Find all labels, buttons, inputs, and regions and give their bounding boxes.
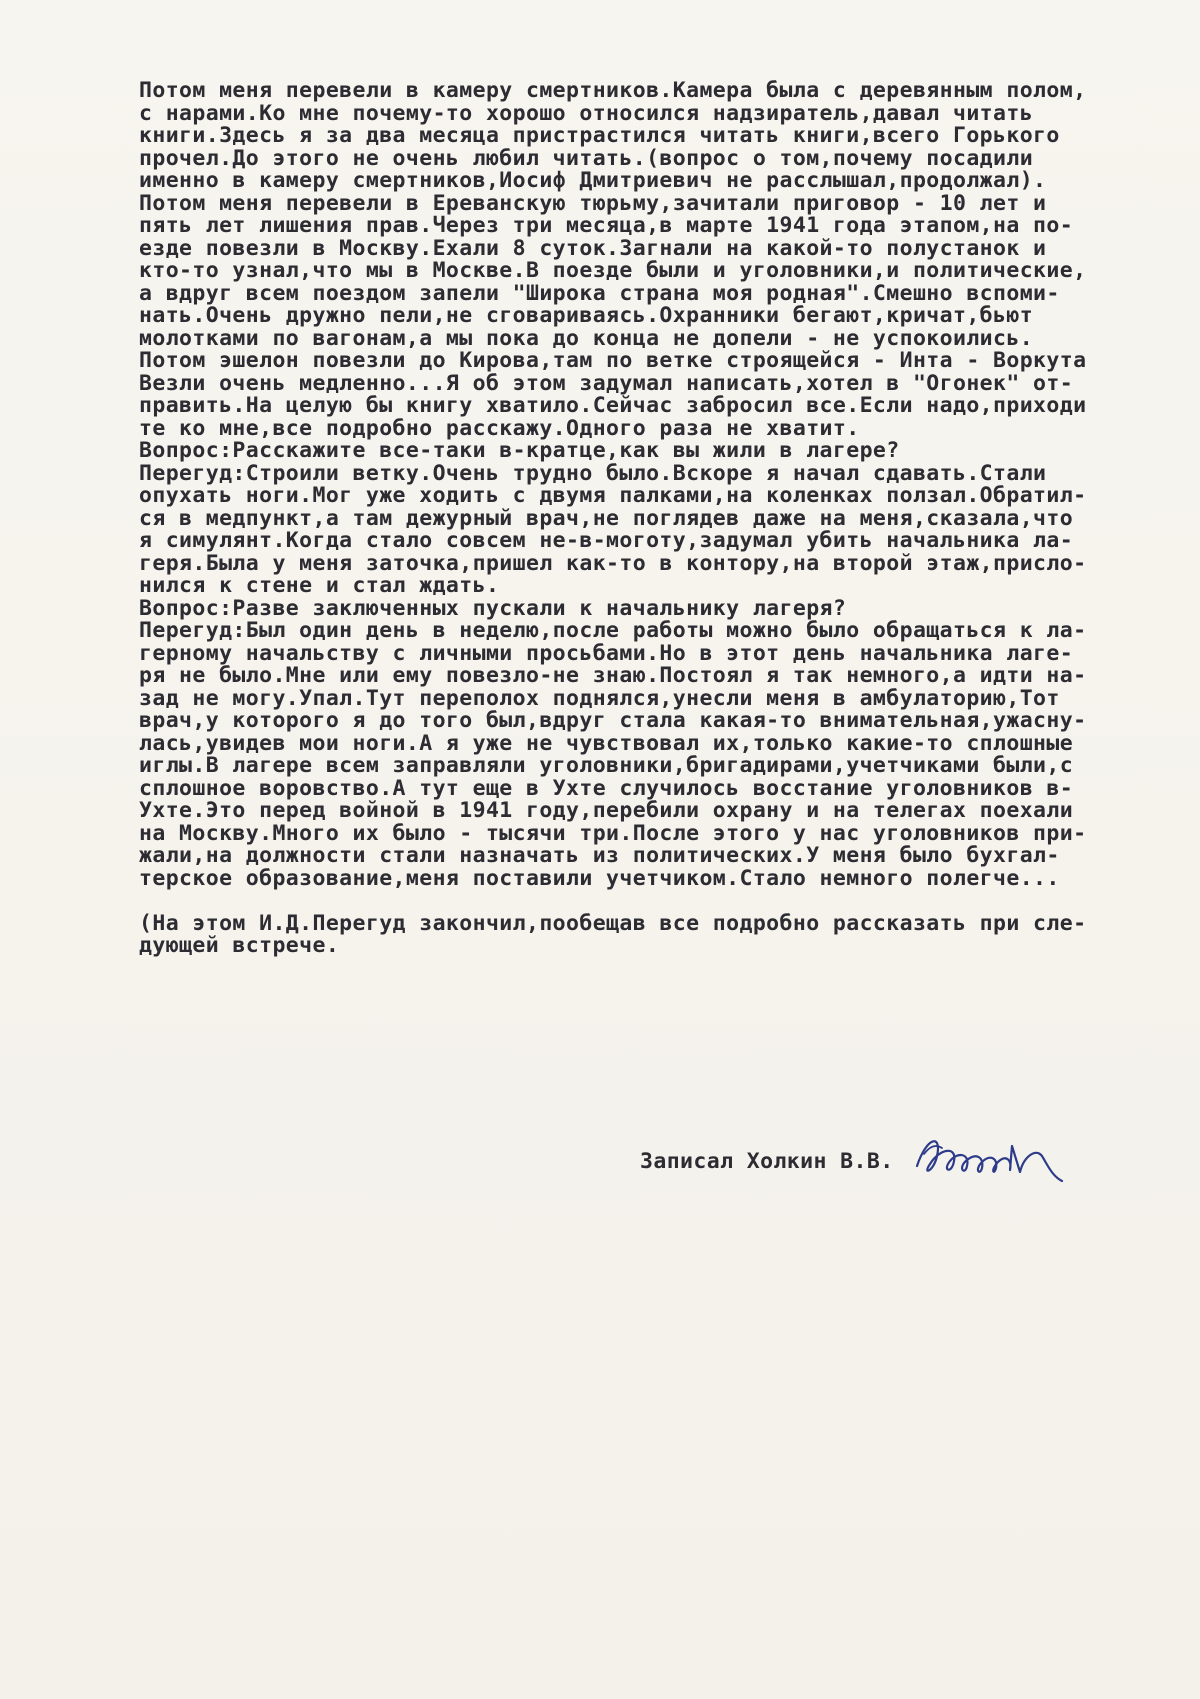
text-line: (На этом И.Д.Перегуд закончил,пообещав все подробно рассказать при сле-: [139, 910, 1087, 936]
text-line: молотками по вагонам,а мы пока до конца не допели - не успокоились.: [139, 325, 1034, 351]
text-line: жали,на должности стали назначать из политических.У меня было бухгал-: [139, 843, 1060, 868]
text-line: сплошное воровство.А тут еще в Ухте случилось восстание уголовников в-: [139, 775, 1074, 801]
text-line: Потом меня перевели в камеру смертников.Камера была с деревянным полом,: [139, 78, 1087, 103]
text-line: с нарами.Ко мне почему-то хорошо относился надзиратель,давал читать: [139, 100, 1034, 126]
typed-text-body: [139, 80, 1191, 958]
text-line: Ухте.Это перед войной в 1941 году,перебили охрану и на телегах поехали: [139, 798, 1074, 823]
text-line: [139, 890, 1191, 913]
text-line: врач,у которого я до того был,вдруг стала какая-то внимательная,ужасну-: [139, 708, 1087, 733]
text-line: опухать ноги.Мог уже ходить с двумя палками,на коленках ползал.Обратил-: [139, 483, 1087, 508]
text-line: зад не могу.Упал.Тут переполох поднялся,унесли меня в амбулаторию,Тот: [139, 685, 1060, 711]
text-line: Потом меня перевели в Ереванскую тюрьму,зачитали приговор - 10 лет и: [139, 190, 1047, 216]
text-line: герному начальству с личными просьбами.Но в этот день начальника лаге-: [139, 640, 1074, 666]
handwritten-signature: [912, 1126, 1092, 1196]
text-line: Потом эшелон повезли до Кирова,там по ветке строящейся - Инта - Воркута: [139, 348, 1087, 373]
text-line: нать.Очень дружно пели,не сговариваясь.Охранники бегают,кричат,бьют: [139, 303, 1034, 328]
text-line: геря.Была у меня заточка,пришел как-то в контору,на второй этаж,присло-: [139, 550, 1087, 576]
text-line: дующей встрече.: [139, 933, 340, 958]
text-line: именно в камеру смертников,Иосиф Дмитриевич не расслышал,продолжал).: [139, 168, 1047, 193]
text-line: а вдруг всем поездом запели "Широка страна моя родная".Смешно вспоми-: [139, 280, 1060, 306]
text-line: терское образование,меня поставили учетчиком.Стало немного полегче...: [139, 865, 1060, 891]
text-line: Везли очень медленно...Я об этом задумал написать,хотел в "Огонек" от-: [139, 370, 1074, 396]
text-line: править.На целую бы книгу хватило.Сейчас забросил все.Если надо,приходи: [139, 393, 1087, 418]
text-line: Перегуд:Строили ветку.Очень трудно было.Вскоре я начал сдавать.Стали: [139, 460, 1047, 486]
signature-block: [640, 1126, 1092, 1196]
text-line: нился к стене и стал ждать.: [139, 573, 500, 598]
text-line: я симулянт.Когда стало совсем не-в-моготу,задумал убить начальника ла-: [139, 528, 1074, 553]
text-line: лась,увидев мои ноги.А я уже не чувствовал их,только какие-то сплошные: [139, 730, 1074, 756]
text-line: ря не было.Мне или ему повезло-не знаю.Постоял я так немного,а идти на-: [139, 663, 1087, 688]
text-line: прочел.До этого не очень любил читать.(вопрос о том,почему посадили: [139, 145, 1034, 171]
text-line: кто-то узнал,что мы в Москве.В поезде были и уголовники,и политические,: [139, 258, 1087, 283]
text-line: иглы.В лагере всем заправляли уголовники,бригадирами,учетчиками были,с: [139, 753, 1074, 778]
text-line: те ко мне,все подробно расскажу.Одного раза не хватит.: [139, 415, 860, 441]
text-line: Вопрос:Разве заключенных пускали к начальнику лагеря?: [139, 595, 847, 621]
text-line: ся в медпункт,а там дежурный врач,не поглядев даже на меня,сказала,что: [139, 505, 1074, 531]
text-line: Вопрос:Расскажите все-таки в-кратце,как вы жили в лагере?: [139, 438, 900, 463]
text-line: книги.Здесь я за два месяца пристрастился читать книги,всего Горького: [139, 123, 1060, 148]
text-line: пять лет лишения прав.Через три месяца,в марте 1941 года этапом,на по-: [139, 213, 1074, 238]
text-line: на Москву.Много их было - тысячи три.После этого у нас уголовников при-: [139, 820, 1087, 846]
signature-caption: Записал Холкин В.В.: [640, 1148, 894, 1174]
text-line: езде повезли в Москву.Ехали 8 суток.Загнали на какой-то полустанок и: [139, 235, 1047, 261]
text-line: Перегуд:Был один день в неделю,после работы можно было обращаться к ла-: [139, 618, 1087, 643]
